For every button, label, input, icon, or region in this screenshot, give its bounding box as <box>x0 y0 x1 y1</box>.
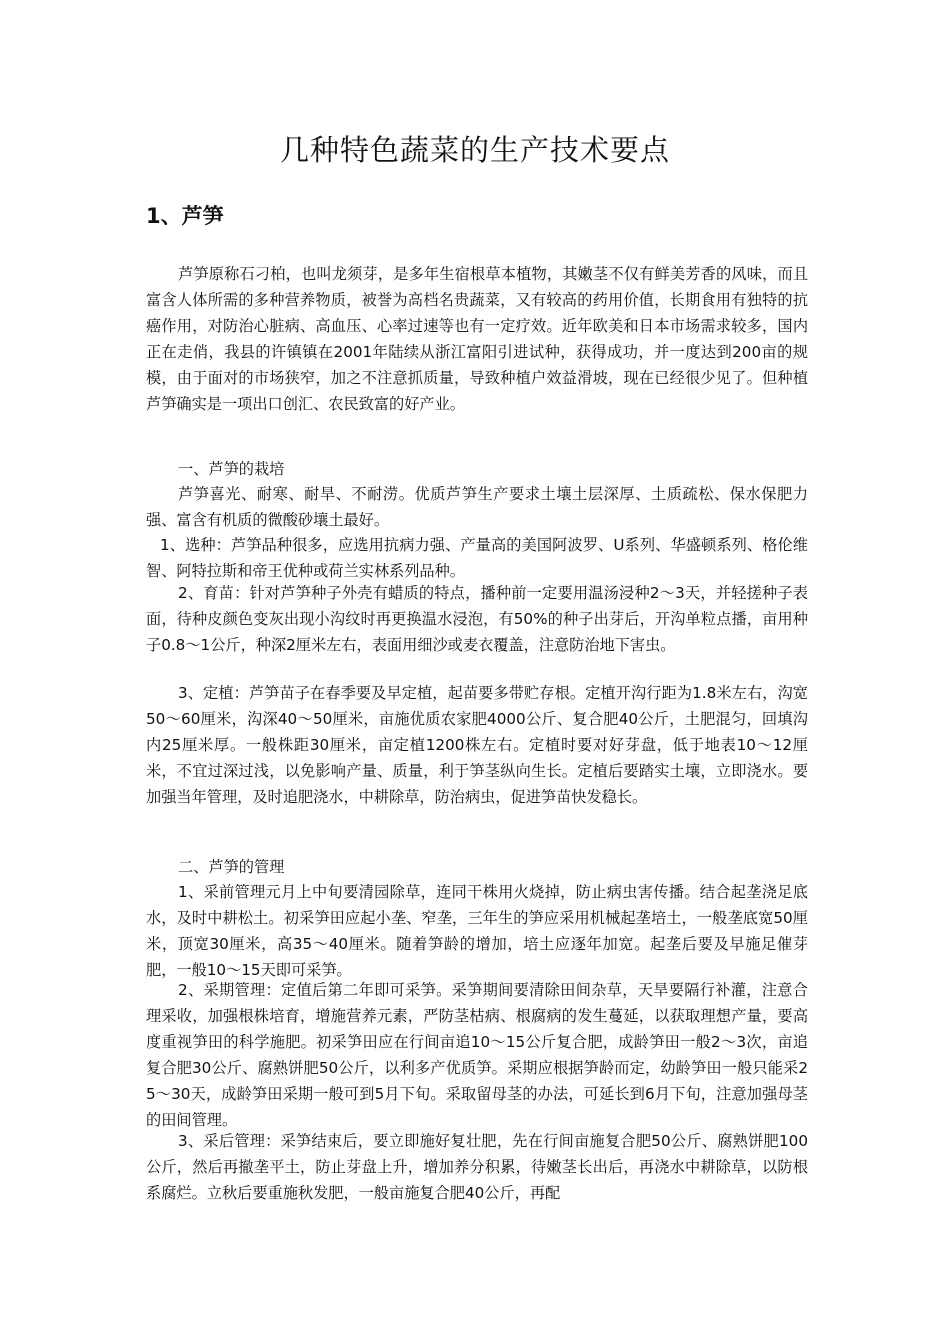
document-title: 几种特色蔬菜的生产技术要点 <box>279 133 670 167</box>
seed-selection-paragraph: 1、选种：芦笋品种很多，应选用抗病力强、产量高的美国阿波罗、U系列、华盛顿系列、格伦维智、阿特拉斯和帝王优种或荷兰实林系列品种。 <box>146 536 808 580</box>
planting-paragraph: 3、定植：芦笋苗子在春季要及早定植，起苗要多带贮存根。定植开沟行距为1.8米左右，沟宽50～60厘米，沟深40～50厘米，亩施优质农家肥4000公斤、复合肥40公斤，土肥混匀，回填沟内25厘米厚。一般株距30厘米，亩定植1200株左右。定植时要对好芽盘，低于地表10～12厘米，不宜过深过浅，以免影响产量、质量，利于笋茎纵向生长。定植后要踏实土壤，立即浇水。要加强当年管理，及时追肥浇水，中耕除草，防治病虫，促进笋苗快发稳长。 <box>146 684 808 806</box>
management-heading: 二、芦笋的管理 <box>178 858 285 876</box>
intro-paragraph: 芦笋原称石刁柏，也叫龙须芽，是多年生宿根草本植物，其嫩茎不仅有鲜美芳香的风味，而且富含人体所需的多种营养物质，被誉为高档名贵蔬菜，又有较高的药用价值，长期食用有独特的抗癌作用，对防治心脏病、高血压、心率过速等也有一定疗效。近年欧美和日本市场需求较多，国内正在走俏，我县的许镇镇在2001年陆续从浙江富阳引进试种，获得成功，并一度达到200亩的规模，由于面对的市场狭窄，加之不注意抓质量，导致种植户效益滑坡，现在已经很少见了。但种植芦笋确实是一项出口创汇、农民致富的好产业。 <box>146 265 808 413</box>
section-heading-asparagus: 1、芦笋 <box>146 204 224 228</box>
cultivation-intro-paragraph: 芦笋喜光、耐寒、耐旱、不耐涝。优质芦笋生产要求土壤土层深厚、土质疏松、保水保肥力强、富含有机质的微酸砂壤土最好。 <box>146 485 808 529</box>
pre-harvest-paragraph: 1、采前管理元月上中旬要清园除草，连同干株用火烧掉，防止病虫害传播。结合起垄浇足底水，及时中耕松土。初采笋田应起小垄、窄垄，三年生的笋应采用机械起垄培土，一般垄底宽50厘米，顶宽30厘米，高35～40厘米。随着笋龄的增加，培土应逐年加宽。起垄后要及早施足催芽肥，一般10～15天即可采笋。 <box>146 883 808 979</box>
cultivation-heading: 一、芦笋的栽培 <box>178 460 285 478</box>
harvest-period-paragraph: 2、采期管理：定值后第二年即可采笋。采笋期间要清除田间杂草，天旱要隔行补灌，注意合理采收，加强根株培育，增施营养元素，严防茎枯病、根腐病的发生蔓延，以获取理想产量，要高度重视笋田的科学施肥。初采笋田应在行间亩追10～15公斤复合肥，成龄笋田一般2～3次，亩追复合肥30公斤、腐熟饼肥50公斤，以利多产优质笋。采期应根据笋龄而定，幼龄笋田一般只能采25～30天，成龄笋田采期一般可到5月下旬。采取留母茎的办法，可延长到6月下旬，注意加强母茎的田间管理。 <box>146 981 808 1129</box>
post-harvest-paragraph: 3、采后管理：采笋结束后，要立即施好复壮肥，先在行间亩施复合肥50公斤、腐熟饼肥100公斤，然后再撤垄平土，防止芽盘上升，增加养分积累，待嫩茎长出后，再浇水中耕除草，以防根系腐烂。立秋后要重施秋发肥，一般亩施复合肥40公斤，再配 <box>146 1132 808 1202</box>
seedling-paragraph: 2、育苗：针对芦笋种子外壳有蜡质的特点，播种前一定要用温汤浸种2～3天，并轻搓种子表面，待种皮颜色变灰出现小沟纹时再更换温水浸泡，有50%的种子出芽后，开沟单粒点播，亩用种子0.8～1公斤，种深2厘米左右，表面用细沙或麦衣覆盖，注意防治地下害虫。 <box>146 584 808 654</box>
